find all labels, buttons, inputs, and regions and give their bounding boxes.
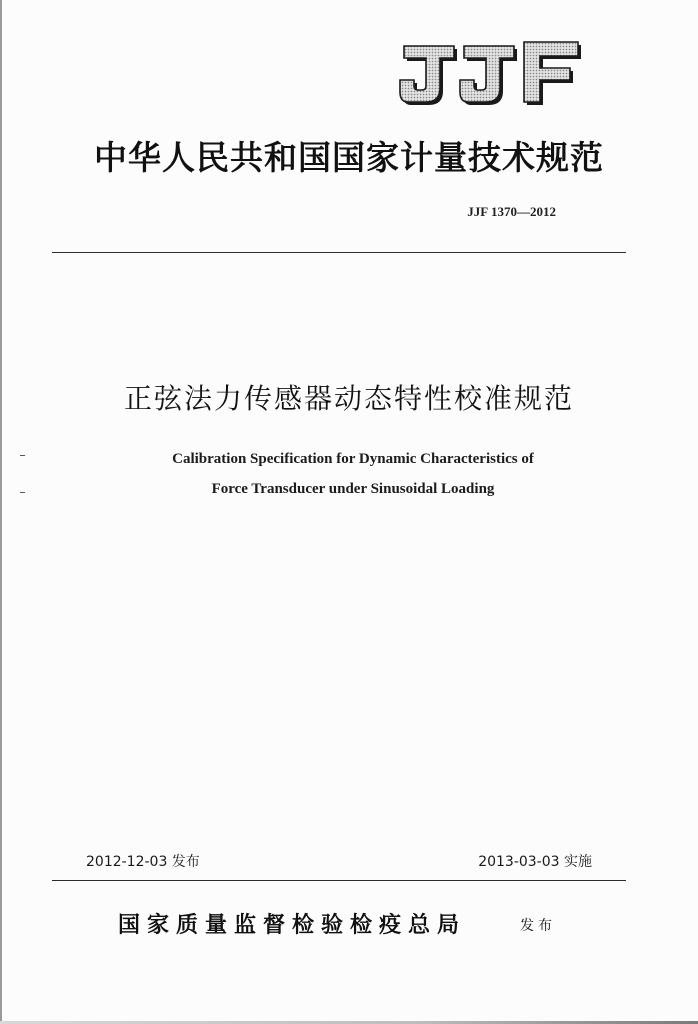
chinese-title: 正弦法力传感器动态特性校准规范	[123, 382, 574, 415]
organization-title: 中华人民共和国国家计量技术规范	[94, 138, 604, 177]
margin-mark	[20, 455, 25, 456]
issue-date: 2012-12-03 发布	[86, 854, 200, 870]
jjf-logo-icon	[398, 36, 584, 110]
implementation-date: 2013-03-03 实施	[478, 854, 592, 870]
top-divider	[52, 252, 626, 253]
logo-letter-j-1	[400, 46, 457, 105]
english-title-line-1: Calibration Specification for Dynamic Characteristics of	[172, 451, 534, 467]
bottom-divider	[52, 880, 626, 881]
issuing-authority: 国家质量监督检验检疫总局	[118, 912, 467, 938]
logo-letter-f	[524, 42, 581, 105]
margin-mark	[20, 492, 25, 493]
standard-number: JJF 1370—2012	[467, 204, 556, 219]
issuing-authority-suffix: 发布	[520, 918, 556, 934]
english-title-line-2: Force Transducer under Sinusoidal Loading	[211, 481, 495, 497]
logo-letter-j-2	[460, 46, 517, 105]
